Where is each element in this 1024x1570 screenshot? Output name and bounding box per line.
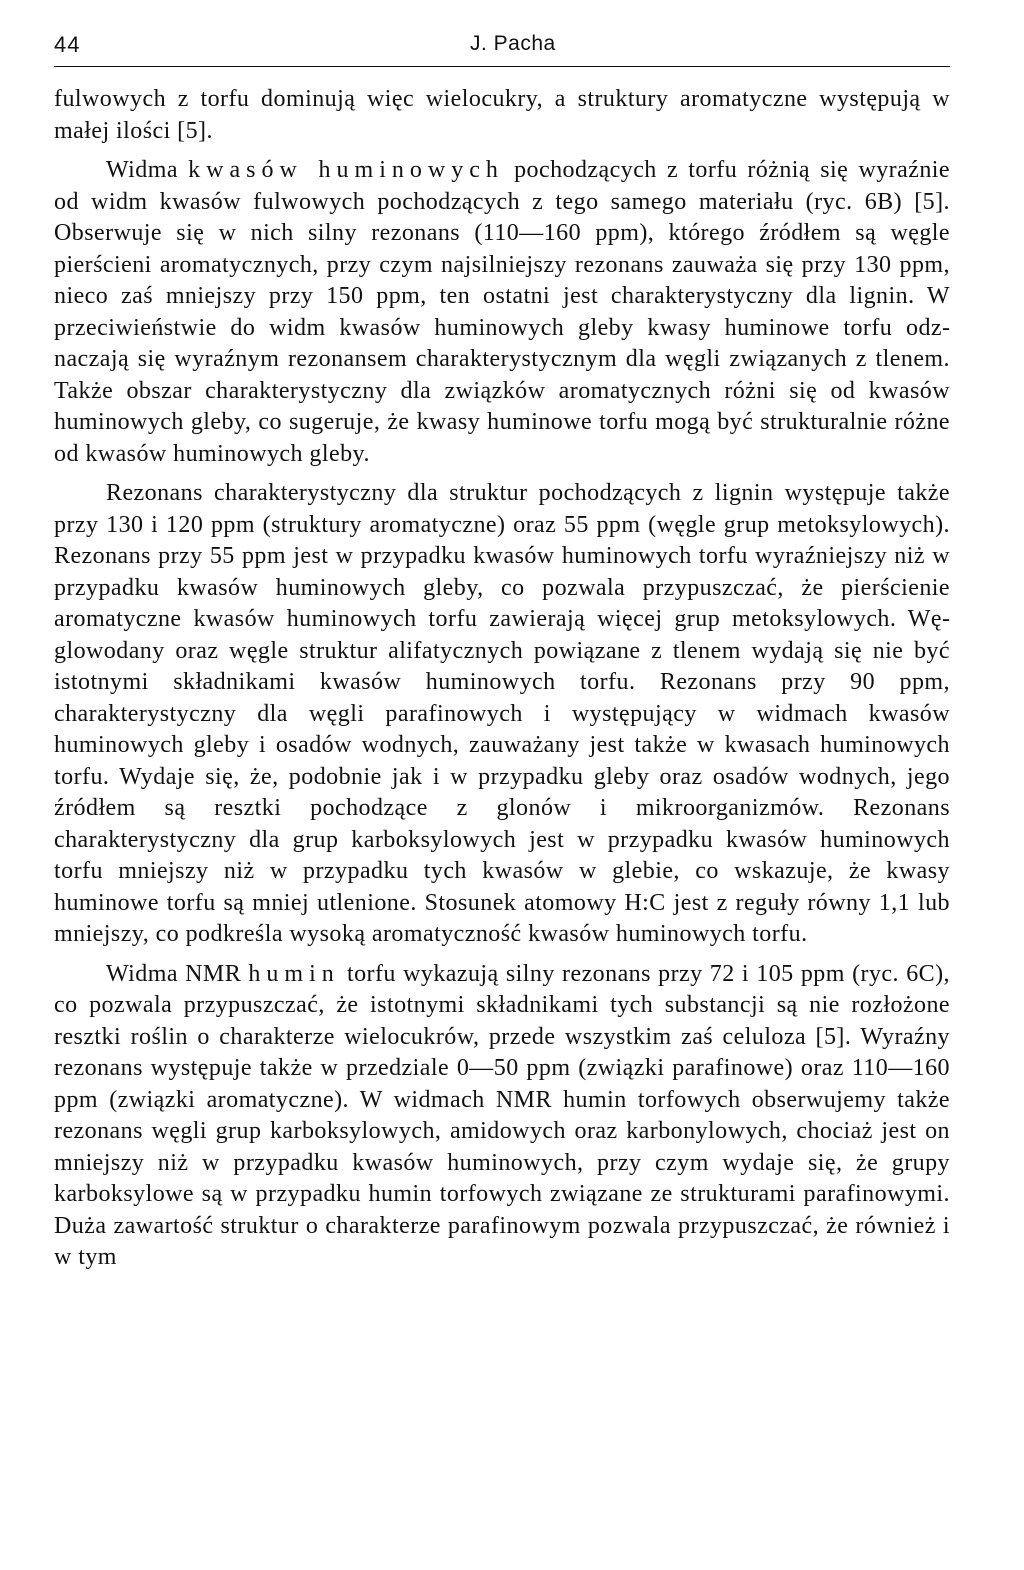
paragraph-lead: Widma NMR bbox=[106, 960, 249, 987]
spaced-term: humin bbox=[248, 960, 340, 987]
paragraph-humin bbox=[54, 959, 950, 1274]
body-text bbox=[54, 84, 950, 1274]
page-header bbox=[54, 30, 950, 67]
paragraph-rest: torfu wykazują silny rezonans przy 72 i 105 ppm (ryc. 6C), co pozwala przypuszczać, że istotnymi składnikami tych substancji są nie rozłożone resztki roślin o charakterze wielocukrów, przede wszystkim zaś celuloza [5]. Wyraźny rezonans występuje także w przedziale 0—50 ppm (związki parafinowe) oraz 110—160 ppm (związki aromatyczne). W widmach NMR humin torfowych obserwujemy także rezonans węgli grup karboksylowych, amidowych oraz karbonylowych, chociaż jest on mniejszy niż w przypadku kwasów huminowych, przy czym wydaje się, że grupy karboksylowe są w przypadku humin torfowych związane ze strukturami parafinowymi. Duża zawartość struktur o charakterze parafinowym pozwala przypuszczać, że również i w tym bbox=[54, 960, 950, 1270]
paragraph-lead: Widma bbox=[106, 157, 189, 183]
paragraph-humic-acids bbox=[54, 155, 950, 470]
paragraph-lignin-resonance: Rezonans charakterystyczny dla struktur pochodzących z lignin występuje także przy 130 i 120 ppm (struktury aromatyczne) oraz 55 ppm (węgle grup metoksylowych). Rezonans przy 55 ppm jest w przypadku kwasów huminowych torfu wyraźniejszy niż w przypadku kwasów huminowych gleby, co pozwala przypuszczać, że pierścienie aromatyczne kwasów huminowych torfu zawierają więcej grup metoksylowych. Węglowodany oraz węgle struktur alifatycznych powiązane z tlenem wydają się nie być istotnymi składnikami kwasów huminowych torfu. Rezonans przy 90 ppm, charakterystyczny dla węgli parafinowych i występujący w widmach kwasów huminowych gleby i osadów wodnych, zauważany jest także w kwasach huminowych torfu. Wydaje się, że, podobnie jak i w przypadku gleby oraz osadów wodnych, jego źródłem są resztki pochodzące z glonów i mikroorganizmów. Rezonans charakterystyczny dla grup karboksylowych jest w przypadku kwasów huminowych torfu mniejszy niż w przypadku tych kwasów w glebie, co wskazuje, że kwasy huminowe torfu są mniej utlenione. Stosunek atomowy H:C jest z reguły równy 1,1 lub mniejszy, co podkreśla wysoką aromatyczność kwasów huminowych torfu. bbox=[54, 480, 950, 947]
running-head: J. Pacha bbox=[470, 32, 556, 55]
page-number: 44 bbox=[54, 32, 81, 57]
paragraph-continuation: fulwowych z torfu dominują więc wielocukry, a struktury aromatyczne występują w małej ilości [5]. bbox=[54, 86, 950, 144]
paragraph-rest: pochodzących z torfu różnią się wyraźnie od widm kwasów fulwowych pochodzących z tego samego materiału (ryc. 6B) [5]. Obserwuje się w nich silny rezonans (110—160 ppm), którego źródłem są węgle pierścieni aromatycznych, przy czym najsilniejszy rezonans zauważa się przy 130 ppm, nieco zaś mniejszy przy 150 ppm, ten ostatni jest charakterystyczny dla lignin. W przeciwieństwie do widm kwasów huminowych gleby kwasy huminowe torfu odznaczają się wyraźnym rezonansem charakterystycznym dla węgli związanych z tlenem. Także obszar charakterystyczny dla związków aromatycznych różni się od kwasów huminowych gleby, co sugeruje, że kwasy huminowe torfu mogą być strukturalnie różne od kwasów huminowych gleby. bbox=[54, 157, 950, 467]
spaced-term: kwasów huminowych bbox=[188, 157, 504, 183]
